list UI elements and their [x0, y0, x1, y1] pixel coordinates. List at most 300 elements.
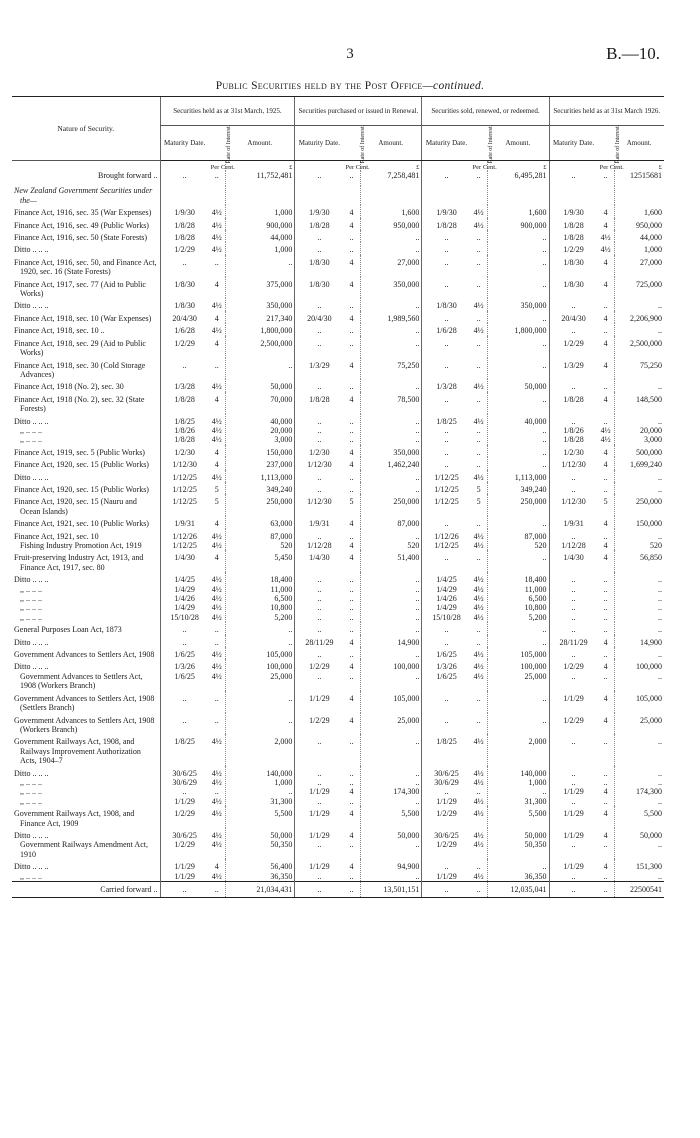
cell-value: ..: [415, 531, 420, 541]
maturity-cell: [549, 659, 598, 690]
cell-value: ..: [182, 625, 187, 635]
maturity-cell: [160, 277, 209, 299]
maturity-cell: [422, 392, 471, 414]
cell-value: 4½: [473, 809, 484, 819]
cell-value: ..: [571, 594, 576, 603]
maturity-cell: [422, 659, 471, 690]
maturity-cell: [549, 414, 598, 445]
cell-value: ..: [658, 796, 662, 806]
security-name: Finance Act, 1920, sec. 15 (Public Works): [14, 460, 149, 470]
cell-value: ..: [603, 796, 608, 806]
cell-value: 1/2/29: [309, 715, 330, 725]
maturity-cell: [160, 529, 209, 551]
cell-value: ..: [603, 301, 608, 311]
cell-value: ..: [415, 326, 420, 336]
cell-value: ..: [317, 871, 322, 881]
maturity-cell: [160, 691, 209, 713]
cell-value: 1,800,000: [514, 326, 547, 336]
maturity-cell: [295, 691, 344, 713]
amount-cell: [225, 242, 295, 254]
amount-cell: [614, 457, 664, 469]
header-rate: Rate of Interest.: [471, 126, 488, 161]
cell-value: 4½: [211, 809, 222, 819]
rate-cell: [471, 550, 488, 572]
cell-value: 50,000: [524, 830, 547, 840]
maturity-cell: [422, 379, 471, 391]
cell-value: ..: [476, 435, 481, 445]
cell-value: ..: [415, 472, 420, 482]
rate-cell: [209, 622, 226, 634]
cell-value: 56,400: [270, 862, 293, 872]
table-row: [12, 414, 664, 445]
rate-cell: [471, 336, 488, 358]
carried-forward-row: [12, 882, 664, 898]
cell-value: ..: [349, 840, 354, 850]
rate-cell: [598, 457, 615, 469]
cell-value: 1/8/28: [563, 435, 584, 445]
cell-value: 28/11/29: [305, 637, 334, 647]
cell-value: ..: [288, 637, 293, 647]
cell-value: 1/3/28: [436, 382, 457, 392]
cell-value: 4½: [473, 301, 484, 311]
cell-value: ..: [542, 245, 547, 255]
cell-value: ..: [288, 715, 293, 725]
security-name: Government Railways Act, 1908, and Finance Act, 1909: [14, 809, 135, 828]
maturity-cell: [549, 379, 598, 391]
cell-value: 1/2/29: [174, 809, 195, 819]
cell-value: 2,000: [528, 737, 547, 747]
cell-value: 4: [214, 394, 219, 404]
amount-cell: [360, 323, 422, 335]
maturity-cell: [549, 550, 598, 572]
cell-value: 1/4/30: [563, 553, 584, 563]
cell-value: ..: [415, 594, 420, 603]
cell-value: ..: [349, 416, 354, 426]
cell-value: 4: [603, 447, 608, 457]
amount-cell: [614, 445, 664, 457]
cell-value: ..: [317, 777, 322, 787]
cell-value: 4: [603, 637, 608, 647]
maturity-cell: [549, 635, 598, 647]
cell-value: 4½: [211, 777, 222, 787]
cell-value: ..: [658, 594, 662, 603]
cell-value: ..: [317, 575, 322, 585]
cell-value: 5: [476, 484, 481, 494]
rate-cell: [598, 494, 615, 516]
cell-value: 11,000: [270, 584, 293, 594]
rate-cell: [471, 230, 488, 242]
rate-cell: [471, 572, 488, 622]
security-name: Finance Act, 1920, sec. 15 (Public Works): [14, 484, 149, 494]
cell-value: 1/2/30: [563, 447, 584, 457]
amount-cell: [225, 659, 295, 690]
rate-cell: [471, 379, 488, 391]
maturity-cell: [160, 482, 209, 494]
cell-value: 1/2/30: [174, 447, 195, 457]
cell-value: 1/9/31: [174, 519, 195, 529]
cell-value: 1/12/25: [434, 472, 459, 482]
cell-value: 1/9/30: [436, 208, 457, 218]
cell-value: 1/12/28: [307, 540, 332, 550]
cell-value: ..: [658, 650, 662, 660]
maturity-cell: [422, 445, 471, 457]
header-purchased: Securities purchased or issued in Renewal.: [295, 97, 422, 126]
maturity-cell: [549, 516, 598, 528]
table-row: [12, 647, 664, 659]
rate-cell: [471, 218, 488, 230]
cell-value: 4: [603, 693, 608, 703]
cell-value: ..: [214, 637, 219, 647]
maturity-cell: [422, 647, 471, 659]
cell-value: 4: [603, 279, 608, 289]
amount-cell: [614, 572, 664, 622]
maturity-cell: [295, 529, 344, 551]
amount-cell: [225, 379, 295, 391]
cell-value: ..: [571, 301, 576, 311]
rate-cell: [343, 647, 360, 659]
maturity-cell: [549, 392, 598, 414]
cell-value: 4: [603, 313, 608, 323]
rate-cell: [343, 379, 360, 391]
rate-cell: [598, 218, 615, 230]
maturity-cell: [422, 230, 471, 242]
amount-cell: [360, 691, 422, 713]
cell-value: 5,500: [644, 809, 662, 819]
cell-value: 1/8/30: [309, 257, 330, 267]
rate-cell: [598, 358, 615, 380]
cell-value: ..: [317, 840, 322, 850]
rate-cell: [209, 859, 226, 881]
cell-value: 1/2/29: [174, 245, 195, 255]
cell-value: ..: [476, 313, 481, 323]
cell-value: ..: [317, 416, 322, 426]
cell-value: 4: [603, 787, 608, 797]
cell-value: 520: [280, 540, 293, 550]
cell-value: 1/9/30: [309, 208, 330, 218]
cell-value: 4½: [473, 871, 484, 881]
rate-cell: [471, 298, 488, 310]
maturity-cell: [160, 516, 209, 528]
cell-value: ..: [571, 416, 576, 426]
amount-cell: [614, 828, 664, 859]
cell-value: 1/1/29: [563, 693, 584, 703]
maturity-cell: [422, 298, 471, 310]
rate-cell: [471, 494, 488, 516]
cell-value: ..: [603, 575, 608, 585]
rate-cell: [471, 622, 488, 634]
cell-value: ..: [415, 612, 420, 622]
cell-value: ..: [476, 425, 481, 435]
cell-value: 15/10/28: [170, 612, 199, 622]
cell: ..: [598, 882, 615, 898]
table-row: [12, 470, 664, 482]
cell-value: 1/12/25: [434, 484, 459, 494]
rate-cell: [209, 806, 226, 828]
cell-value: 1/3/29: [309, 360, 330, 370]
rate-cell: [598, 766, 615, 807]
header-amount: Amount.: [614, 126, 664, 161]
carried-forward-label: Carried forward ..: [12, 882, 160, 898]
amount-cell: [225, 445, 295, 457]
cell-value: ..: [214, 715, 219, 725]
rate-cell: [471, 529, 488, 551]
security-name: Ditto .. .. ..: [14, 245, 49, 255]
cell-value: ..: [571, 796, 576, 806]
rate-cell: [343, 494, 360, 516]
cell-value: 1,000: [274, 777, 293, 787]
amount-cell: [225, 550, 295, 572]
cell-value: ..: [415, 737, 420, 747]
cell-value: ..: [603, 326, 608, 336]
amount-cell: [614, 635, 664, 647]
rate-cell: [343, 622, 360, 634]
table-row: [12, 516, 664, 528]
cell-value: 1/1/29: [174, 862, 195, 872]
cell-value: 1/1/29: [563, 862, 584, 872]
amount-cell: [225, 218, 295, 230]
cell-value: 4: [603, 338, 608, 348]
amount-cell: [360, 550, 422, 572]
cell-value: ..: [444, 787, 449, 797]
amount-cell: [487, 494, 549, 516]
cell-value: ..: [415, 650, 420, 660]
cell-value: 4½: [211, 326, 222, 336]
maturity-cell: [295, 806, 344, 828]
rate-cell: [598, 277, 615, 299]
cell-value: 44,000: [640, 233, 662, 243]
rate-cell: [343, 806, 360, 828]
cell: 11,752,481: [225, 171, 295, 186]
maturity-cell: [549, 713, 598, 735]
maturity-cell: [295, 298, 344, 310]
cell-value: ..: [415, 425, 420, 435]
rate-cell: [209, 734, 226, 765]
cell-value: ..: [349, 603, 354, 613]
cell-value: 18,400: [524, 575, 547, 585]
cell-value: 1/1/29: [563, 787, 584, 797]
amount-cell: [360, 358, 422, 380]
cell-value: ..: [317, 650, 322, 660]
cell-value: 56,850: [640, 553, 662, 563]
cell-value: ..: [317, 531, 322, 541]
cell-value: 1/4/26: [174, 594, 195, 603]
cell-value: 75,250: [640, 360, 662, 370]
cell-value: ..: [571, 531, 576, 541]
rate-cell: [471, 516, 488, 528]
cell-value: 725,000: [636, 279, 662, 289]
cell-value: 94,900: [397, 862, 420, 872]
rate-cell: [598, 859, 615, 881]
cell-value: ..: [444, 435, 449, 445]
rate-cell: [598, 713, 615, 735]
table-row: [12, 494, 664, 516]
amount-cell: [225, 713, 295, 735]
cell-value: 900,000: [266, 220, 293, 230]
rate-cell: [471, 482, 488, 494]
cell-value: 2,500,000: [630, 338, 662, 348]
maturity-cell: [160, 635, 209, 647]
cell: ..: [160, 882, 209, 898]
cell-value: 4: [349, 460, 354, 470]
security-name: Government Advances to Settlers Act, 1908: [14, 650, 155, 660]
cell-value: 28/11/29: [559, 637, 588, 647]
maturity-cell: [295, 470, 344, 482]
table-row: [12, 336, 664, 358]
cell-value: ..: [415, 671, 420, 681]
amount-cell: [487, 572, 549, 622]
maturity-cell: [549, 828, 598, 859]
cell-value: ..: [571, 575, 576, 585]
cell-value: ..: [476, 862, 481, 872]
amount-cell: [225, 691, 295, 713]
cell-value: 1/12/28: [561, 540, 586, 550]
amount-cell: [360, 298, 422, 310]
cell-value: 1/2/29: [309, 662, 330, 672]
rate-cell: [209, 766, 226, 807]
cell-value: ..: [317, 326, 322, 336]
cell-value: ..: [317, 594, 322, 603]
rate-cell: [598, 205, 615, 217]
amount-cell: [225, 766, 295, 807]
maturity-cell: [549, 457, 598, 469]
maturity-cell: [160, 713, 209, 735]
cell-value: 4½: [211, 245, 222, 255]
cell-value: 4: [603, 460, 608, 470]
maturity-cell: [295, 392, 344, 414]
cell-value: ..: [349, 575, 354, 585]
cell-value: 1/8/28: [174, 220, 195, 230]
maturity-cell: [295, 482, 344, 494]
cell-value: ..: [444, 447, 449, 457]
cell-value: ..: [444, 425, 449, 435]
amount-cell: [225, 859, 295, 881]
amount-cell: [225, 572, 295, 622]
rate-cell: [471, 859, 488, 881]
maturity-cell: [295, 572, 344, 622]
rate-cell: [471, 392, 488, 414]
cell-value: 4½: [473, 208, 484, 218]
security-name: Fruit-preserving Industry Act, 1913, and Finance Act, 1917, sec. 80: [14, 553, 144, 572]
table-row: [12, 323, 664, 335]
cell-value: 4½: [211, 301, 222, 311]
table-row: [12, 691, 664, 713]
maturity-cell: [295, 713, 344, 735]
cell-value: ..: [349, 245, 354, 255]
rate-cell: [343, 734, 360, 765]
cell-value: 375,000: [266, 279, 293, 289]
rate-cell: [343, 572, 360, 622]
table-row: [12, 358, 664, 380]
maturity-cell: [160, 255, 209, 277]
security-name: Finance Act, 1921, sec. 10 (Public Works): [14, 519, 149, 529]
rate-cell: [598, 516, 615, 528]
security-name: Ditto .. .. .. Government Advances to Settlers Act, 1908 (Workers Branch): [14, 662, 143, 691]
amount-cell: [614, 277, 664, 299]
cell-value: 1,989,560: [387, 313, 420, 323]
maturity-cell: [422, 828, 471, 859]
unit-amount: £: [360, 161, 422, 172]
cell: ..: [295, 882, 344, 898]
cell-value: 4½: [473, 594, 484, 603]
cell-value: 20/4/30: [307, 313, 332, 323]
amount-cell: [360, 859, 422, 881]
maturity-cell: [549, 255, 598, 277]
maturity-cell: [422, 470, 471, 482]
cell-value: ..: [349, 612, 354, 622]
cell-value: 4½: [211, 575, 222, 585]
cell-value: 1/12/30: [307, 460, 332, 470]
cell-value: 4: [349, 693, 354, 703]
amount-cell: [614, 323, 664, 335]
cell-value: 4: [603, 257, 608, 267]
maturity-cell: [549, 859, 598, 881]
cell-value: ..: [444, 715, 449, 725]
cell-value: 1/2/29: [563, 715, 584, 725]
cell-value: 151,300: [636, 862, 662, 872]
maturity-cell: [160, 242, 209, 254]
amount-cell: [360, 482, 422, 494]
cell-value: 4½: [211, 220, 222, 230]
cell: ..: [422, 882, 471, 898]
maturity-cell: [422, 516, 471, 528]
cell-value: 4½: [211, 425, 222, 435]
maturity-cell: [295, 230, 344, 242]
cell-value: ..: [476, 553, 481, 563]
cell-value: 4½: [473, 777, 484, 787]
rate-cell: [209, 647, 226, 659]
rate-cell: [343, 311, 360, 323]
maturity-cell: [422, 635, 471, 647]
table-row: [12, 572, 664, 622]
amount-cell: [360, 379, 422, 391]
rate-cell: [209, 311, 226, 323]
cell-value: 4: [349, 540, 354, 550]
maturity-cell: [295, 445, 344, 457]
cell-value: 150,000: [266, 447, 293, 457]
amount-cell: [225, 457, 295, 469]
cell-value: ..: [603, 737, 608, 747]
amount-cell: [614, 691, 664, 713]
cell-value: 2,500,000: [260, 338, 293, 348]
amount-cell: [225, 806, 295, 828]
cell-value: 1/8/28: [563, 220, 584, 230]
cell-value: ..: [182, 693, 187, 703]
amount-cell: [360, 457, 422, 469]
amount-cell: [487, 379, 549, 391]
cell-value: ..: [571, 584, 576, 594]
cell-value: 4½: [473, 840, 484, 850]
cell: 12515681: [614, 171, 664, 186]
maturity-cell: [422, 622, 471, 634]
amount-cell: [487, 516, 549, 528]
cell-value: 1/12/25: [172, 484, 197, 494]
cell-value: ..: [658, 416, 662, 426]
amount-cell: [487, 482, 549, 494]
cell-value: 5: [349, 497, 354, 507]
cell-value: 25,000: [397, 715, 420, 725]
cell-value: ..: [571, 472, 576, 482]
cell-value: 5: [214, 497, 219, 507]
cell-value: 1/8/28: [174, 394, 195, 404]
cell-value: ..: [349, 435, 354, 445]
rate-cell: [598, 482, 615, 494]
cell-value: ..: [476, 233, 481, 243]
rate-cell: [343, 635, 360, 647]
cell-value: 4: [349, 519, 354, 529]
cell-value: ..: [349, 484, 354, 494]
rate-cell: [209, 457, 226, 469]
cell-value: 5: [603, 497, 608, 507]
